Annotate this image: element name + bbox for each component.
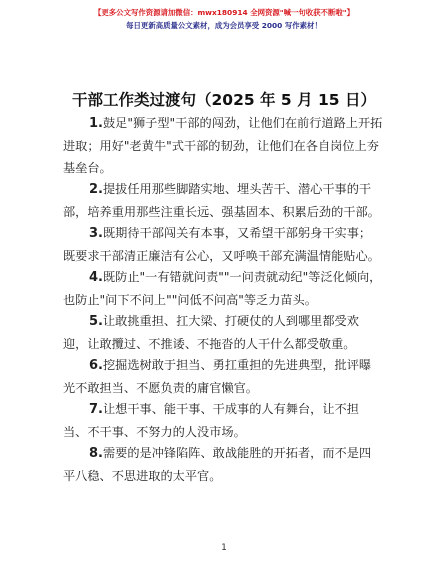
paragraph-number: 5. [89, 314, 103, 329]
paragraph-text: 既防止"一有错就问责""一问责就动纪"等泛化倾向，也防止"问下不问上""问低不问高"等乏力苗头。 [63, 270, 382, 307]
paragraph-text: 需要的是冲锋陷阵、敢战能胜的开拓者，而不是四平八稳、不思进取的太平官。 [63, 446, 372, 483]
paragraph-number: 2. [89, 182, 103, 197]
paragraph-7 [63, 398, 383, 443]
paragraph-number: 7. [89, 402, 103, 417]
paragraph-text: 鼓足"狮子型"干部的闯劲，让他们在前行道路上开拓进取；用好"老黄牛"式干部的韧劲，让他们在各自岗位上夯基垒台。 [63, 116, 383, 175]
paragraph-text: 让敢挑重担、扛大梁、打硬仗的人到哪里都受欢迎，让敢攬过、不推诿、不拖沓的人干什么都受敬重。 [63, 314, 359, 351]
paragraph-text: 既期待干部闯关有本事，又希望干部躬身干实事；既要求干部清正廉洁有公心，又呼唤干部充满温情能贴心。 [63, 226, 380, 263]
paragraph-number: 8. [89, 446, 103, 461]
paragraph-number: 4. [89, 270, 103, 285]
paragraph-text: 挖掘选树敢于担当、勇扛重担的先进典型，批评曝光不敢担当、不愿负责的庸官懒官。 [63, 358, 372, 395]
paragraph-number: 3. [89, 226, 103, 241]
paragraph-3 [63, 222, 383, 267]
promo-banner-line-2: 每日更新高质量公文素材，成为会员享受 2000 写作素材！ [126, 21, 322, 30]
document-title: 干部工作类过渡句（2025 年 5 月 15 日） [72, 91, 376, 109]
paragraph-text: 让想干事、能干事、干成事的人有舞台，让不担当、不干事、不努力的人没市场。 [63, 402, 359, 439]
paragraph-number: 1. [89, 116, 103, 131]
page-number: 1 [221, 543, 227, 553]
paragraph-1 [63, 112, 383, 179]
paragraph-text: 提拔任用那些脚踏实地、埋头苦干、潜心干事的干部，培养重用那些注重长远、强基固本、积累后劲的干部。 [63, 182, 380, 219]
paragraph-6 [63, 354, 383, 399]
paragraph-5 [63, 310, 383, 355]
promo-banner-line-1: 【更多公文写作资源请加微信：mwx180914 全网资源"喊一句收获不断啦"】 [94, 8, 354, 17]
paragraph-8 [63, 442, 383, 487]
paragraph-2 [63, 178, 383, 223]
paragraph-4 [63, 266, 383, 311]
paragraph-number: 6. [89, 358, 103, 373]
